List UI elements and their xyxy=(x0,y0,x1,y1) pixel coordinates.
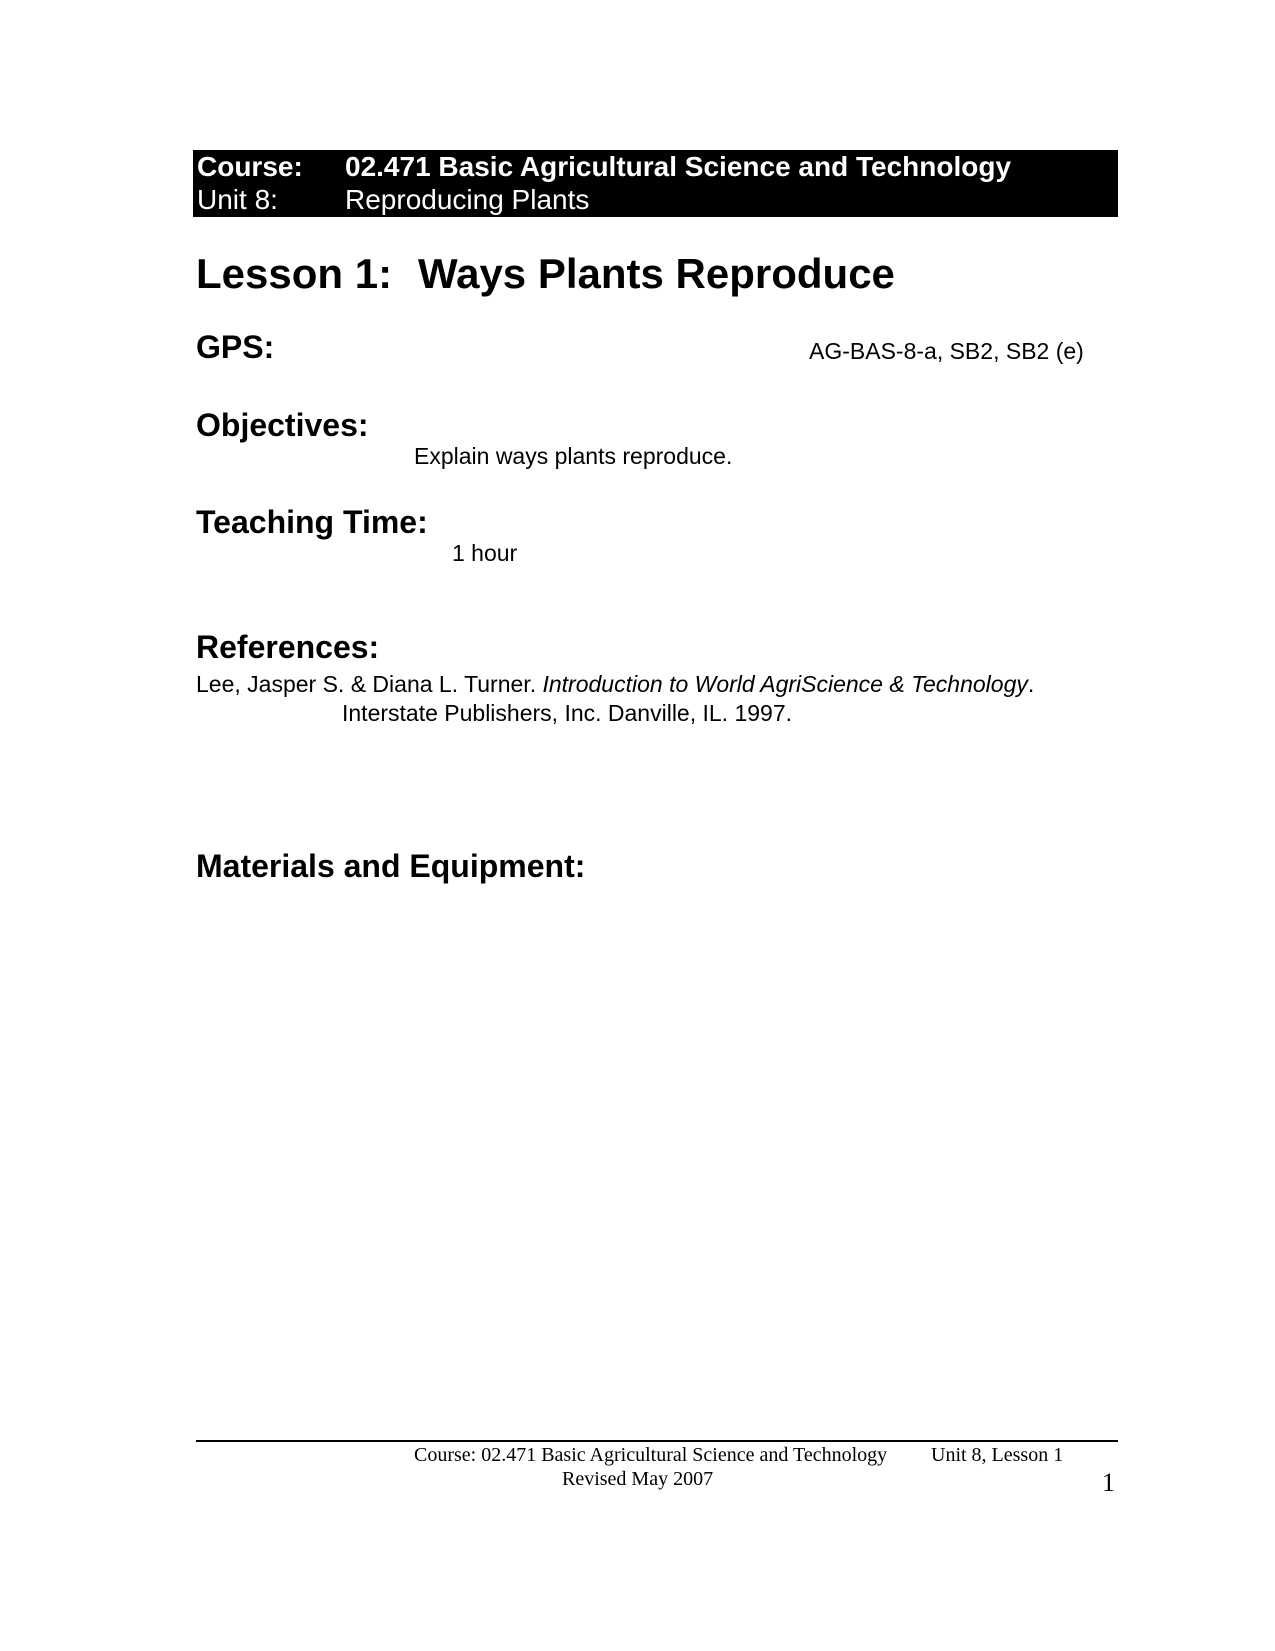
gps-value: AG-BAS-8-a, SB2, SB2 (e) xyxy=(809,338,1084,364)
teaching-time-heading: Teaching Time: xyxy=(196,504,428,540)
objectives-heading: Objectives: xyxy=(196,407,369,443)
reference-citation xyxy=(196,669,1034,699)
reference-authors: Lee, Jasper S. & Diana L. Turner. xyxy=(196,671,543,697)
course-value: 02.471 Basic Agricultural Science and Technology xyxy=(345,151,1012,182)
lesson-title xyxy=(196,246,895,302)
course-label: Course: xyxy=(197,151,303,182)
teaching-time-value: 1 hour xyxy=(452,540,518,566)
lesson-label: Lesson 1: xyxy=(196,250,393,297)
footer-unit-lesson: Unit 8, Lesson 1 xyxy=(931,1444,1064,1466)
references-heading: References: xyxy=(196,629,380,665)
footer-divider xyxy=(196,1440,1118,1442)
course-header-band xyxy=(193,150,1118,217)
objective-text: Explain ways plants reproduce. xyxy=(414,443,733,469)
reference-book-title: Introduction to World AgriScience & Technology xyxy=(542,671,1028,697)
materials-heading: Materials and Equipment: xyxy=(196,848,586,884)
unit-label: Unit 8: xyxy=(197,184,278,215)
footer-course: Course: 02.471 Basic Agricultural Science and Technology xyxy=(414,1444,888,1466)
reference-publisher: Interstate Publishers, Inc. Danville, IL. 1997. xyxy=(342,700,793,726)
lesson-name: Ways Plants Reproduce xyxy=(418,250,895,297)
footer-revised: Revised May 2007 xyxy=(562,1468,714,1490)
reference-title-end: . xyxy=(1027,671,1035,697)
page-number: 1 xyxy=(1102,1468,1115,1497)
gps-heading: GPS: xyxy=(196,329,275,365)
unit-value: Reproducing Plants xyxy=(345,184,590,215)
